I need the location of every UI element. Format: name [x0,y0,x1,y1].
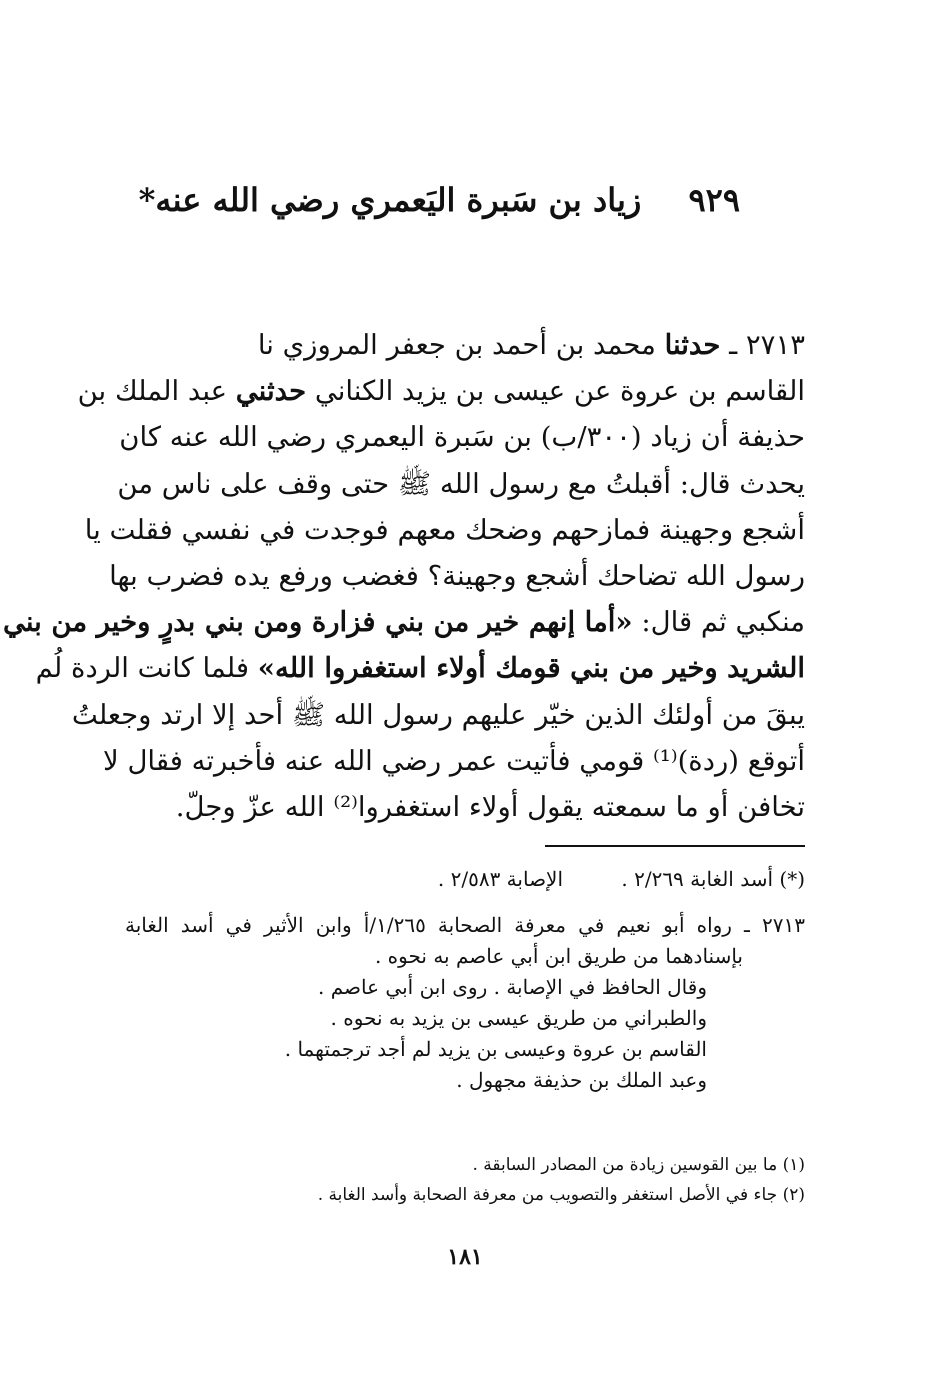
hadith-line [119,414,805,460]
text-run: منكبي ثم قال: [632,606,805,639]
text-run: حذيفة أن زياد (٣٠٠/ب) بن سَبرة اليعمري رضي الله عنه كان [119,421,805,454]
hadith-line [35,645,805,691]
reference-alisaba: الإصابة ٢/٥٨٣ . [437,867,564,891]
source-references [300,862,805,896]
commentary-line: بإسنادهما من طريق ابن أبي عاصم به نحوه . [374,944,743,968]
commentary-line: وعبد الملك بن حذيفة مجهول . [456,1068,707,1092]
hadith-text [2,322,805,830]
text-run: ٢٧١٣ ـ [720,329,805,361]
chapter-title: زياد بن سَبرة اليَعمري رضي الله عنه* [138,181,642,219]
text-run: أشجع وجهينة فمازحهم وضحك معهم فوجدت في نفسي فقلت يا [84,513,805,546]
hadith-line [103,738,805,784]
takhrij-commentary [125,910,805,1096]
hadith-line [2,599,805,645]
bold-run: الشريد وخير من بني قومك أولاء استغفروا الله» [257,652,805,685]
text-run: محمد بن أحمد بن جعفر المروزي نا [257,329,665,361]
bold-run: «أما إنهم خير من بني فزارة ومن بني بدرٍ وخير من بني [2,606,633,639]
bold-run: حدثنا [664,329,721,361]
reference-marker: (*) [779,867,805,891]
hadith-line [125,322,805,368]
hadith-line [117,461,805,507]
footnotes [125,1150,805,1210]
commentary-line: ٢٧١٣ ـ رواه أبو نعيم في معرفة الصحابة ١/٢٦٥/أ وابن الأثير في أسد الغابة [125,913,805,937]
hadith-line [77,368,805,414]
hadith-line [125,784,805,830]
hadith-line [84,507,805,553]
commentary-line: والطبراني من طريق عيسى بن يزيد به نحوه . [330,1006,707,1030]
chapter-number: ٩٢٩ [688,181,740,219]
chapter-heading [138,176,740,224]
commentary-line: القاسم بن عروة وعيسى بن يزيد لم أجد ترجمتهما . [284,1037,707,1061]
text-run: رسول الله تضاحك أشجع وجهينة؟ فغضب ورفع يده فضرب بها [109,560,805,593]
hadith-line [71,692,805,738]
footnote-1: (١) ما بين القوسين زيادة من المصادر السابقة . [472,1155,805,1175]
text-run: يبقَ من أولئك الذين خيّر عليهم رسول الله ﷺ أحد إلا ارتد وجعلتُ [71,698,805,731]
commentary-line: وقال الحافظ في الإصابة . روى ابن أبي عاصم . [318,975,707,999]
page-number: ١٨١ [447,1244,483,1270]
text-run: يحدث قال: أقبلتُ مع رسول الله ﷺ حتى وقف على ناس من [117,467,805,500]
bold-run: حدثني [235,375,307,408]
text-run: أتوقع (ردة)⁽¹⁾ قومي فأتيت عمر رضي الله عنه فأخبرته فقال لا [103,744,805,777]
text-run: فلما كانت الردة لُم [35,652,258,685]
footnote-2: (٢) جاء في الأصل استغفر والتصويب من معرفة الصحابة وأسد الغابة . [317,1185,805,1205]
text-run: تخافن أو ما سمعته يقول أولاء استغفروا⁽²⁾ الله عزّ وجلّ. [175,791,805,824]
hadith-line [109,553,805,599]
text-run: عبد الملك بن [77,375,236,408]
footnote-divider [545,845,805,847]
reference-usd-alghaba: أسد الغابة ٢/٢٦٩ . [621,867,774,891]
text-run: القاسم بن عروة عن عيسى بن يزيد الكناني [306,375,805,408]
